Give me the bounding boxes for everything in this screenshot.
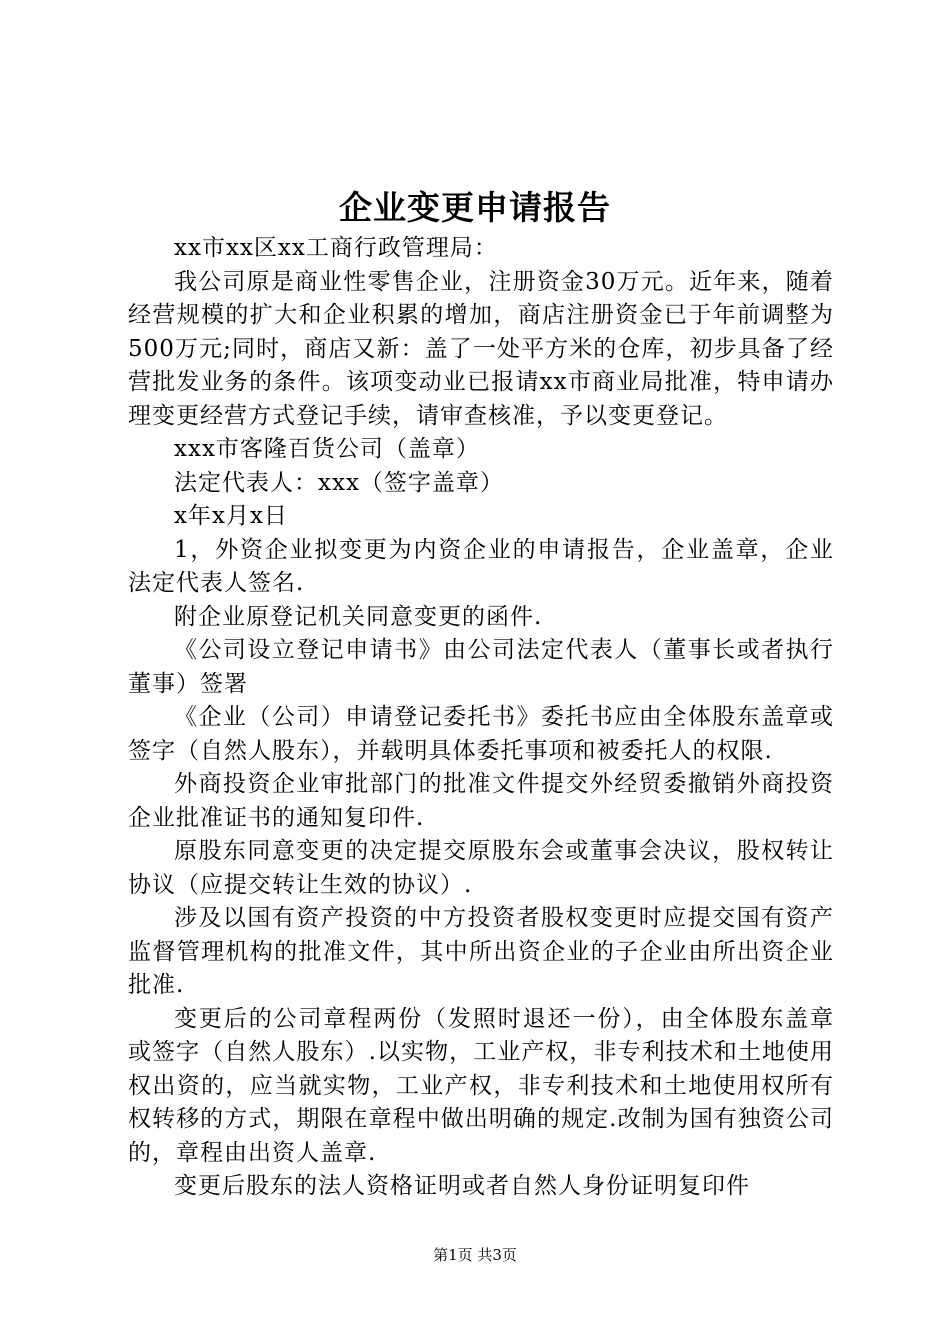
paragraph-addressee: xx市xx区xx工商行政管理局： [174, 235, 498, 261]
paragraph: 1，外资企业拟变更为内资企业的申请报告，企业盖章，企业法定代表人签名. [128, 536, 834, 596]
signature-representative: 法定代表人：xxx（签字盖章） [174, 469, 504, 496]
paragraph: 《企业（公司）申请登记委托书》委托书应由全体股东盖章或签字（自然人股东），并载明具体委托事项和被委托人的权限. [128, 704, 834, 764]
paragraph: 《公司设立登记申请书》由公司法定代表人（董事长或者执行董事）签署 [128, 637, 834, 697]
paragraph: 我公司原是商业性零售企业，注册资金30万元。近年来，随着经营规模的扩大和企业积累的增加，商店注册资金已于年前调整为500万元;同时，商店又新：盖了一处平方米的仓库，初步具备了经营批发业务的条件。该项变动业已报请xx市商业局批准，特申请办理变更经营方式登记手续，请审查核准，予以变更登记。 [128, 268, 834, 429]
paragraph: 涉及以国有资产投资的中方投资者股权变更时应提交国有资产监督管理机构的批准文件，其中所出资企业的子企业由所出资企业批准. [128, 905, 834, 998]
document-body [128, 232, 834, 1204]
paragraph: 附企业原登记机关同意变更的函件. [174, 603, 543, 630]
signature-company: xxx市客隆百货公司（盖章） [174, 436, 480, 462]
paragraph: 变更后股东的法人资格证明或者自然人身份证明复印件 [174, 1173, 750, 1199]
paragraph: 原股东同意变更的决定提交原股东会或董事会决议，股权转让协议（应提交转让生效的协议）. [128, 838, 834, 898]
page-number-footer: 第1页 共3页 [433, 1246, 517, 1264]
signature-date: x年x月x日 [174, 503, 288, 529]
document-title: 企业变更申请报告 [339, 188, 611, 227]
paragraph: 外商投资企业审批部门的批准文件提交外经贸委撤销外商投资企业批准证书的通知复印件. [128, 771, 834, 831]
paragraph: 变更后的公司章程两份（发照时退还一份），由全体股东盖章或签字（自然人股东）.以实物，工业产权，非专利技术和土地使用权出资的，应当就实物，工业产权，非专利技术和土地使用权所有权转移的方式，期限在章程中做出明确的规定.改制为国有独资公司的，章程由出资人盖章. [128, 1005, 834, 1166]
